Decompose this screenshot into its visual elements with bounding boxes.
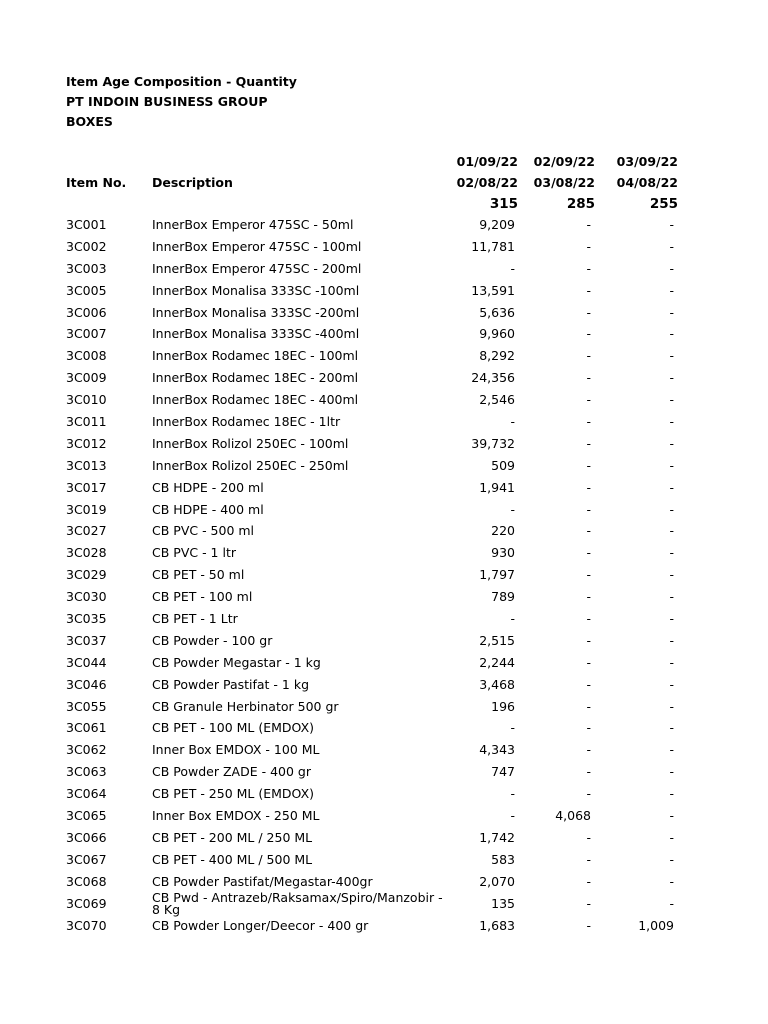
period-1-qty-cell: 1,683 [479,917,515,933]
period-3-qty-cell: - [669,829,674,845]
description-cell: CB HDPE - 400 ml [152,501,264,517]
period-1-qty-cell: 2,244 [479,654,515,670]
period-1-qty-cell: - [510,260,515,276]
period-1-qty-cell: 39,732 [471,435,515,451]
table-row [0,455,768,477]
report-title: Item Age Composition - Quantity [66,74,297,89]
period-3-qty-cell: - [669,370,674,386]
description-cell: InnerBox Rolizol 250EC - 100ml [152,435,349,451]
period-3-qty-cell: - [669,238,674,254]
item-no-cell: 3C012 [66,435,107,451]
period-1-qty-cell: 747 [491,764,515,780]
period-1-qty-cell: 11,781 [471,238,515,254]
item-no-cell: 3C002 [66,238,107,254]
period-2-qty-cell: - [586,632,591,648]
period-2-qty-cell: - [586,457,591,473]
period-3-qty-cell: - [669,523,674,539]
item-no-cell: 3C019 [66,501,107,517]
period-2-qty-cell: - [586,676,591,692]
report-header [66,72,297,132]
period-1-qty-cell: - [510,611,515,627]
header-period-2-total: 285 [566,196,595,212]
period-3-qty-cell: - [669,589,674,605]
item-no-cell: 3C028 [66,545,107,561]
period-1-qty-cell: 509 [491,457,515,473]
period-3-qty-cell: - [669,873,674,889]
table-row [0,477,768,499]
period-2-qty-cell: - [586,545,591,561]
period-3-qty-cell: - [669,501,674,517]
table-row [0,302,768,324]
description-cell: CB Powder Longer/Deecor - 400 gr [152,917,369,933]
period-2-qty-cell: - [586,917,591,933]
period-2-qty-cell: - [586,611,591,627]
item-no-cell: 3C008 [66,348,107,364]
table-row [0,783,768,805]
description-cell: InnerBox Emperor 475SC - 50ml [152,217,354,232]
description-cell: InnerBox Emperor 475SC - 100ml [152,238,362,254]
description-cell: InnerBox Rodamec 18EC - 200ml [152,370,359,386]
item-table [0,214,768,936]
period-3-qty-cell: - [669,720,674,736]
period-2-qty-cell: - [586,829,591,845]
period-1-qty-cell: 9,209 [479,217,515,232]
period-1-qty-cell: 5,636 [479,304,515,320]
table-row [0,499,768,521]
description-cell: CB PET - 1 Ltr [152,611,238,627]
header-period-1-from: 01/09/22 [456,154,518,169]
period-3-qty-cell: - [669,808,674,824]
description-cell: CB PVC - 500 ml [152,523,255,539]
period-3-qty-cell: - [669,414,674,430]
table-row [0,236,768,258]
item-no-cell: 3C065 [66,808,107,824]
period-2-qty-cell: - [586,720,591,736]
period-2-qty-cell: - [586,786,591,802]
period-1-qty-cell: 930 [491,545,515,561]
table-row [0,761,768,783]
item-no-cell: 3C009 [66,370,107,386]
period-1-qty-cell: - [510,720,515,736]
description-cell: CB PET - 50 ml [152,567,245,583]
period-2-qty-cell: - [586,414,591,430]
description-cell: CB PET - 100 ML (EMDOX) [152,720,315,736]
item-no-cell: 3C068 [66,873,107,889]
period-1-qty-cell: 4,343 [479,742,515,758]
table-row [0,411,768,433]
item-no-cell: 3C011 [66,414,107,430]
table-row [0,520,768,542]
item-no-cell: 3C017 [66,479,107,495]
table-row [0,674,768,696]
item-no-cell: 3C006 [66,304,107,320]
item-no-cell: 3C030 [66,589,107,605]
period-2-qty-cell: 4,068 [555,808,591,824]
table-row [0,805,768,827]
period-3-qty-cell: 1,009 [638,917,674,933]
item-no-cell: 3C001 [66,217,107,232]
item-no-cell: 3C062 [66,742,107,758]
period-2-qty-cell: - [586,851,591,867]
period-3-qty-cell: - [669,851,674,867]
item-no-cell: 3C070 [66,917,107,933]
period-2-qty-cell: - [586,523,591,539]
period-2-qty-cell: - [586,589,591,605]
table-row [0,214,768,236]
period-2-qty-cell: - [586,260,591,276]
item-no-cell: 3C035 [66,611,107,627]
item-no-cell: 3C029 [66,567,107,583]
table-row [0,586,768,608]
period-1-qty-cell: 1,941 [479,479,515,495]
header-item-no: Item No. [66,175,127,190]
item-no-cell: 3C061 [66,720,107,736]
period-2-qty-cell: - [586,238,591,254]
period-3-qty-cell: - [669,479,674,495]
period-1-qty-cell: 8,292 [479,348,515,364]
header-period-1-to: 02/08/22 [456,175,518,190]
item-no-cell: 3C067 [66,851,107,867]
period-3-qty-cell: - [669,457,674,473]
item-no-cell: 3C064 [66,786,107,802]
item-no-cell: 3C046 [66,676,107,692]
description-cell: Inner Box EMDOX - 250 ML [152,808,320,824]
header-period-3-total: 255 [649,196,678,212]
period-3-qty-cell: - [669,742,674,758]
table-row [0,389,768,411]
description-cell: InnerBox Monalisa 333SC -400ml [152,326,360,342]
item-no-cell: 3C063 [66,764,107,780]
table-row [0,915,768,937]
table-row [0,280,768,302]
item-no-cell: 3C066 [66,829,107,845]
period-2-qty-cell: - [586,392,591,408]
period-1-qty-cell: 583 [491,851,515,867]
period-1-qty-cell: 1,742 [479,829,515,845]
period-1-qty-cell: 9,960 [479,326,515,342]
period-1-qty-cell: - [510,808,515,824]
description-cell: CB Pwd - Antrazeb/Raksamax/Spiro/Manzobir - 8 Kg [152,889,443,917]
period-2-qty-cell: - [586,698,591,714]
period-2-qty-cell: - [586,742,591,758]
table-row [0,345,768,367]
period-1-qty-cell: 789 [491,589,515,605]
table-row [0,630,768,652]
table-row [0,717,768,739]
period-1-qty-cell: - [510,501,515,517]
table-row [0,608,768,630]
period-3-qty-cell: - [669,786,674,802]
description-cell: CB PET - 250 ML (EMDOX) [152,786,315,802]
header-period-1-total: 315 [489,196,518,212]
table-row [0,827,768,849]
period-1-qty-cell: 13,591 [471,282,515,298]
period-3-qty-cell: - [669,326,674,342]
item-no-cell: 3C069 [66,895,107,911]
description-cell: InnerBox Rolizol 250EC - 250ml [152,457,349,473]
header-period-3-to: 04/08/22 [616,175,678,190]
period-3-qty-cell: - [669,304,674,320]
period-3-qty-cell: - [669,632,674,648]
table-row [0,849,768,871]
period-3-qty-cell: - [669,676,674,692]
item-no-cell: 3C044 [66,654,107,670]
item-no-cell: 3C005 [66,282,107,298]
period-1-qty-cell: 220 [491,523,515,539]
period-3-qty-cell: - [669,567,674,583]
table-row [0,652,768,674]
description-cell: InnerBox Rodamec 18EC - 400ml [152,392,359,408]
period-2-qty-cell: - [586,326,591,342]
period-2-qty-cell: - [586,348,591,364]
description-cell: CB Powder ZADE - 400 gr [152,764,311,780]
header-description: Description [152,175,233,190]
period-3-qty-cell: - [669,545,674,561]
header-period-3-from: 03/09/22 [616,154,678,169]
period-2-qty-cell: - [586,873,591,889]
description-cell: CB Powder Megastar - 1 kg [152,654,321,670]
item-no-cell: 3C003 [66,260,107,276]
description-cell: Inner Box EMDOX - 100 ML [152,742,320,758]
period-3-qty-cell: - [669,348,674,364]
period-1-qty-cell: 135 [491,895,515,911]
period-3-qty-cell: - [669,895,674,911]
period-3-qty-cell: - [669,698,674,714]
table-row [0,739,768,761]
period-2-qty-cell: - [586,217,591,232]
table-row [0,696,768,718]
period-1-qty-cell: 3,468 [479,676,515,692]
table-row [0,433,768,455]
period-3-qty-cell: - [669,282,674,298]
description-cell: CB PET - 200 ML / 250 ML [152,829,313,845]
period-1-qty-cell: 2,515 [479,632,515,648]
period-2-qty-cell: - [586,501,591,517]
table-row [0,258,768,280]
period-3-qty-cell: - [669,392,674,408]
period-1-qty-cell: 2,070 [479,873,515,889]
period-3-qty-cell: - [669,217,674,232]
period-1-qty-cell: - [510,414,515,430]
item-no-cell: 3C055 [66,698,107,714]
period-1-qty-cell: 2,546 [479,392,515,408]
description-cell: CB Granule Herbinator 500 gr [152,698,339,714]
table-row [0,323,768,345]
description-cell: InnerBox Rodamec 18EC - 1ltr [152,414,341,430]
description-cell: CB Powder Pastifat - 1 kg [152,676,310,692]
period-2-qty-cell: - [586,764,591,780]
period-1-qty-cell: 24,356 [471,370,515,386]
description-cell: CB PVC - 1 ltr [152,545,236,561]
period-3-qty-cell: - [669,435,674,451]
description-cell: CB PET - 100 ml [152,589,253,605]
period-2-qty-cell: - [586,282,591,298]
description-cell: InnerBox Emperor 475SC - 200ml [152,260,362,276]
item-no-cell: 3C010 [66,392,107,408]
period-2-qty-cell: - [586,895,591,911]
header-period-2-to: 03/08/22 [533,175,595,190]
item-no-cell: 3C027 [66,523,107,539]
period-1-qty-cell: 1,797 [479,567,515,583]
report-category: BOXES [66,114,113,129]
company-name: PT INDOIN BUSINESS GROUP [66,94,268,109]
description-cell: CB HDPE - 200 ml [152,479,264,495]
period-3-qty-cell: - [669,654,674,670]
period-2-qty-cell: - [586,567,591,583]
period-2-qty-cell: - [586,304,591,320]
period-3-qty-cell: - [669,260,674,276]
period-1-qty-cell: - [510,786,515,802]
header-period-2-from: 02/09/22 [533,154,595,169]
description-cell: CB Powder Pastifat/Megastar-400gr [152,873,373,889]
period-3-qty-cell: - [669,611,674,627]
period-3-qty-cell: - [669,764,674,780]
description-cell: InnerBox Monalisa 333SC -200ml [152,304,360,320]
period-2-qty-cell: - [586,654,591,670]
period-2-qty-cell: - [586,370,591,386]
period-1-qty-cell: 196 [491,698,515,714]
item-no-cell: 3C013 [66,457,107,473]
table-row [0,542,768,564]
table-row [0,564,768,586]
table-row [0,367,768,389]
description-cell: CB PET - 400 ML / 500 ML [152,851,313,867]
item-no-cell: 3C007 [66,326,107,342]
item-no-cell: 3C037 [66,632,107,648]
description-cell: InnerBox Rodamec 18EC - 100ml [152,348,359,364]
period-2-qty-cell: - [586,435,591,451]
table-row [0,889,768,917]
period-2-qty-cell: - [586,479,591,495]
description-cell: CB Powder - 100 gr [152,632,273,648]
description-cell: InnerBox Monalisa 333SC -100ml [152,282,360,298]
